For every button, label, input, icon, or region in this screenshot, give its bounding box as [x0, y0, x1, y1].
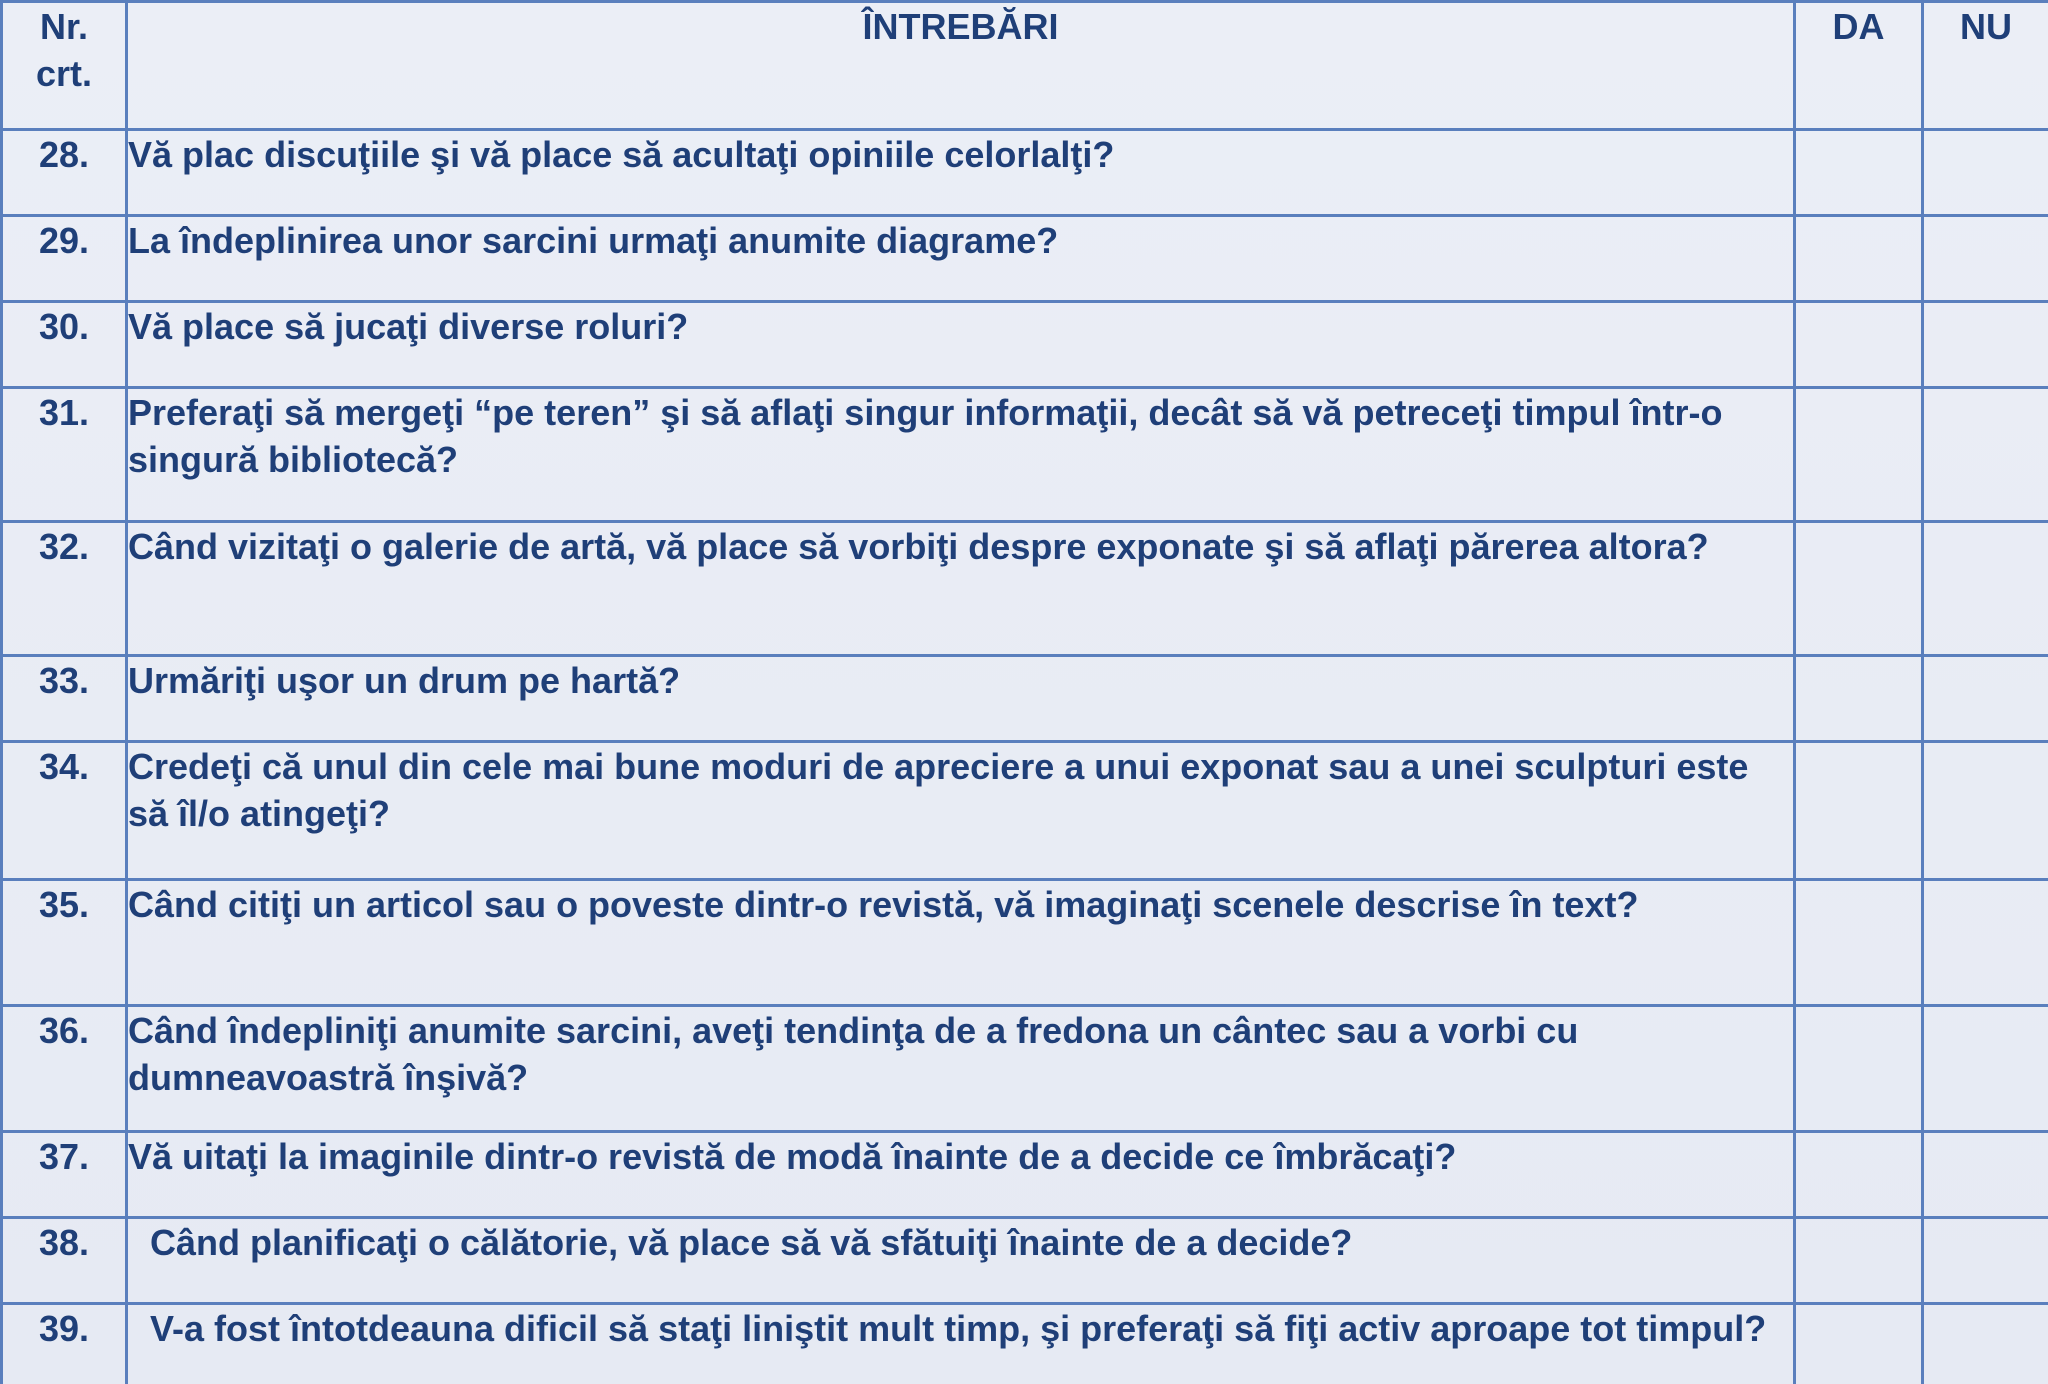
row-number: 32. [2, 522, 127, 656]
question-text: V-a fost întotdeauna dificil să staţi liniştit mult timp, şi preferaţi să fiţi activ aproape tot timpul? [127, 1304, 1795, 1384]
table-row [2, 1218, 2048, 1304]
answer-no-cell[interactable] [1923, 656, 2048, 742]
answer-no-cell[interactable] [1923, 1304, 2048, 1384]
row-number: 39. [2, 1304, 127, 1384]
header-no: NU [1923, 2, 2048, 130]
question-text: Vă place să jucaţi diverse roluri? [127, 302, 1795, 388]
table-row [2, 1304, 2048, 1384]
answer-no-cell[interactable] [1923, 1132, 2048, 1218]
answer-yes-cell[interactable] [1795, 656, 1923, 742]
table-row [2, 302, 2048, 388]
answer-yes-cell[interactable] [1795, 216, 1923, 302]
answer-no-cell[interactable] [1923, 388, 2048, 522]
table-row [2, 880, 2048, 1006]
table-row [2, 742, 2048, 880]
question-text: Credeţi că unul din cele mai bune moduri de apreciere a unui exponat sau a unei sculpturi este să îl/o atingeţi? [127, 742, 1795, 880]
row-number: 36. [2, 1006, 127, 1132]
answer-no-cell[interactable] [1923, 130, 2048, 216]
table-row [2, 388, 2048, 522]
answer-yes-cell[interactable] [1795, 1218, 1923, 1304]
answer-no-cell[interactable] [1923, 880, 2048, 1006]
question-text: Preferaţi să mergeţi “pe teren” şi să aflaţi singur informaţii, decât să vă petreceţi timpul într-o singură bibliotecă? [127, 388, 1795, 522]
answer-no-cell[interactable] [1923, 1218, 2048, 1304]
row-number: 31. [2, 388, 127, 522]
header-nr [2, 2, 127, 130]
header-yes: DA [1795, 2, 1923, 130]
row-number: 30. [2, 302, 127, 388]
table-row [2, 656, 2048, 742]
answer-yes-cell[interactable] [1795, 522, 1923, 656]
table-row [2, 1132, 2048, 1218]
answer-yes-cell[interactable] [1795, 302, 1923, 388]
answer-yes-cell[interactable] [1795, 1304, 1923, 1384]
question-text: Vă uitaţi la imaginile dintr-o revistă de modă înainte de a decide ce îmbrăcaţi? [127, 1132, 1795, 1218]
answer-no-cell[interactable] [1923, 1006, 2048, 1132]
answer-yes-cell[interactable] [1795, 388, 1923, 522]
row-number: 34. [2, 742, 127, 880]
header-nr-line1: Nr. [39, 6, 89, 47]
row-number: 33. [2, 656, 127, 742]
answer-yes-cell[interactable] [1795, 1006, 1923, 1132]
row-number: 38. [2, 1218, 127, 1304]
row-number: 37. [2, 1132, 127, 1218]
header-row [2, 2, 2048, 130]
question-text: Când îndepliniţi anumite sarcini, aveţi tendinţa de a fredona un cântec sau a vorbi cu dumneavoastră înşivă? [127, 1006, 1795, 1132]
question-text: Când planificaţi o călătorie, vă place să vă sfătuiţi înainte de a decide? [127, 1218, 1795, 1304]
row-number: 29. [2, 216, 127, 302]
answer-yes-cell[interactable] [1795, 880, 1923, 1006]
answer-no-cell[interactable] [1923, 302, 2048, 388]
table-row [2, 130, 2048, 216]
question-text: Urmăriţi uşor un drum pe hartă? [127, 656, 1795, 742]
row-number: 35. [2, 880, 127, 1006]
answer-yes-cell[interactable] [1795, 742, 1923, 880]
answer-yes-cell[interactable] [1795, 130, 1923, 216]
question-text: Când vizitaţi o galerie de artă, vă place să vorbiţi despre exponate şi să aflaţi părerea altora? [127, 522, 1795, 656]
answer-no-cell[interactable] [1923, 522, 2048, 656]
header-questions: ÎNTREBĂRI [127, 2, 1795, 130]
table-row [2, 216, 2048, 302]
answer-no-cell[interactable] [1923, 742, 2048, 880]
header-nr-line2: crt. [35, 53, 93, 94]
question-text: La îndeplinirea unor sarcini urmaţi anumite diagrame? [127, 216, 1795, 302]
answer-no-cell[interactable] [1923, 216, 2048, 302]
question-text: Vă plac discuţiile şi vă place să acultaţi opiniile celorlalţi? [127, 130, 1795, 216]
question-text: Când citiţi un articol sau o poveste dintr-o revistă, vă imaginaţi scenele descrise în text? [127, 880, 1795, 1006]
table-row [2, 1006, 2048, 1132]
row-number: 28. [2, 130, 127, 216]
table-row [2, 522, 2048, 656]
answer-yes-cell[interactable] [1795, 1132, 1923, 1218]
